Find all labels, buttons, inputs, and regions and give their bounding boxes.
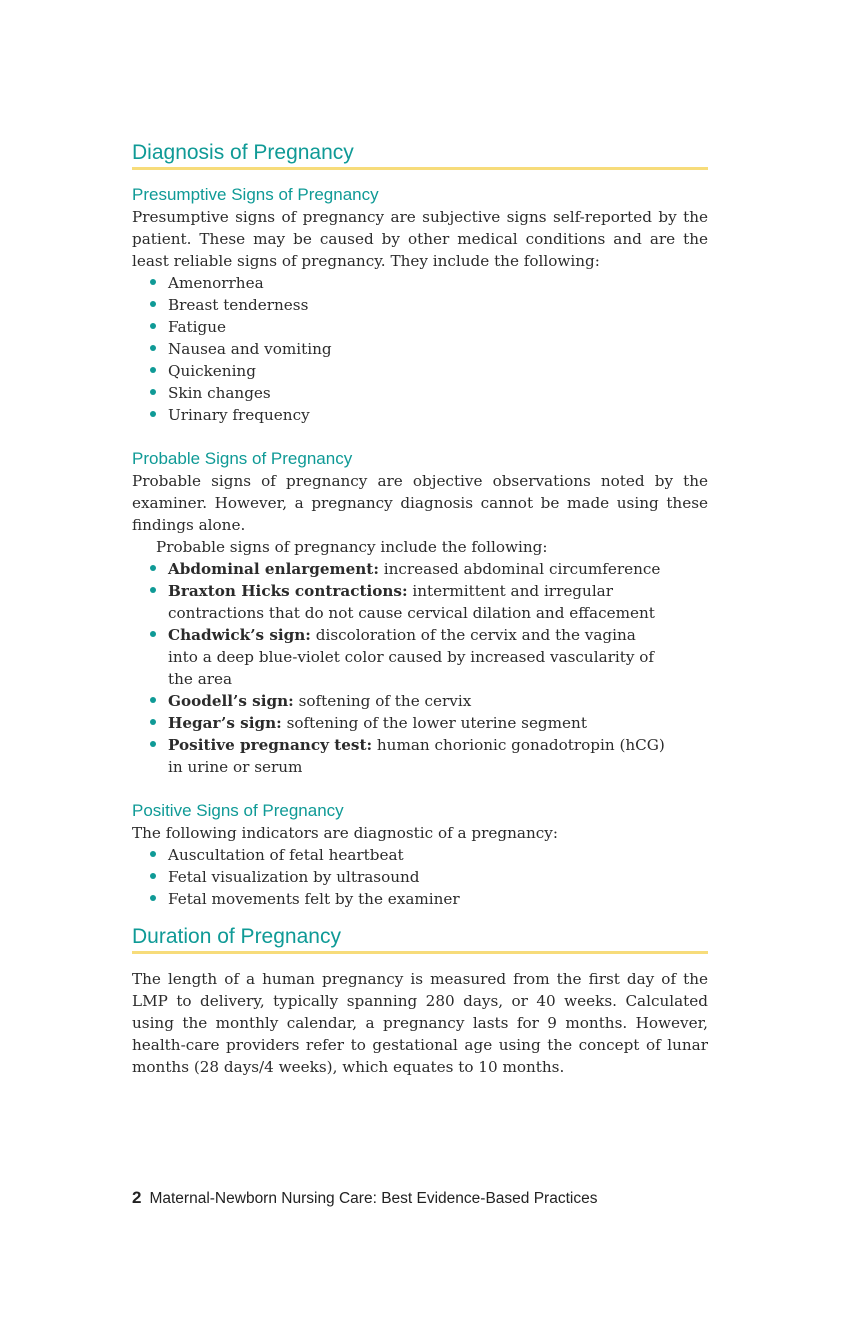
list-item: Nausea and vomiting [132,338,708,360]
list-item [132,558,708,580]
book-title: Maternal-Newborn Nursing Care: Best Evidence-Based Practices [149,1190,598,1207]
list-item [132,624,708,690]
list-item: Fatigue [132,316,708,338]
list-item [132,712,708,734]
list-item: Quickening [132,360,708,382]
positive-intro: The following indicators are diagnostic of a pregnancy: [132,824,558,842]
definition: softening of the cervix [293,692,472,710]
list-item [132,690,708,712]
term: Goodell’s sign: [168,692,294,710]
bullet-icon [150,345,156,351]
probable-intro: Probable signs of pregnancy are objective observations noted by the examiner. However, a pregnancy diagnosis cannot be made using these findings alone. [132,472,708,534]
list-item: Auscultation of fetal heartbeat [132,844,708,866]
duration-text: The length of a human pregnancy is measured from the first day of the LMP to delivery, typically spanning 280 days, or 40 weeks. Calculated using the monthly calendar, a pregnancy lasts for 9 months. However, health-care providers refer to gestational age using the concept of lunar months (28 days/4 weeks), which equates to 10 months. [132,970,708,1076]
probable-list [132,558,708,778]
term: Hegar’s sign: [168,714,282,732]
bullet-icon [150,697,156,703]
term: Abdominal enlargement: [168,560,379,578]
list-item [132,734,708,778]
list-item: Amenorrhea [132,272,708,294]
term: Braxton Hicks contractions: [168,582,408,600]
bullet-icon [150,389,156,395]
list-item: Skin changes [132,382,708,404]
presumptive-intro: Presumptive signs of pregnancy are subjective signs self-reported by the patient. These may be caused by other medical conditions and are the least reliable signs of pregnancy. They include the following: [132,208,708,270]
bullet-icon [150,895,156,901]
probable-lead: Probable signs of pregnancy include the following: [156,538,548,556]
bullet-icon [150,631,156,637]
bullet-icon [150,565,156,571]
definition: softening of the lower uterine segment [281,714,587,732]
bullet-icon [150,279,156,285]
bullet-icon [150,411,156,417]
section-title-diagnosis: Diagnosis of Pregnancy [132,140,708,170]
term: Chadwick’s sign: [168,626,311,644]
positive-list [132,844,708,910]
bullet-icon [150,873,156,879]
list-item: Breast tenderness [132,294,708,316]
section-title-duration: Duration of Pregnancy [132,924,708,954]
subheading-presumptive: Presumptive Signs of Pregnancy [132,185,379,204]
page-number: 2 [132,1188,142,1207]
bullet-icon [150,367,156,373]
list-item [132,580,708,624]
subheading-probable: Probable Signs of Pregnancy [132,449,353,468]
bullet-icon [150,719,156,725]
bullet-icon [150,323,156,329]
list-item: Fetal movements felt by the examiner [132,888,708,910]
list-item: Fetal visualization by ultrasound [132,866,708,888]
page-footer [132,1188,597,1208]
definition: intermittent and irregular contractions that do not cause cervical dilation and effacement [168,582,655,622]
definition: increased abdominal circumference [378,560,661,578]
bullet-icon [150,587,156,593]
definition: discoloration of the cervix and the vagina into a deep blue-violet color caused by increased vascularity of the area [168,626,655,688]
bullet-icon [150,741,156,747]
page-content [132,140,708,1078]
presumptive-list [132,272,708,426]
term: Positive pregnancy test: [168,736,373,754]
bullet-icon [150,851,156,857]
definition: human chorionic gonadotropin (hCG) in urine or serum [168,736,665,776]
bullet-icon [150,301,156,307]
list-item: Urinary frequency [132,404,708,426]
subheading-positive: Positive Signs of Pregnancy [132,801,344,820]
